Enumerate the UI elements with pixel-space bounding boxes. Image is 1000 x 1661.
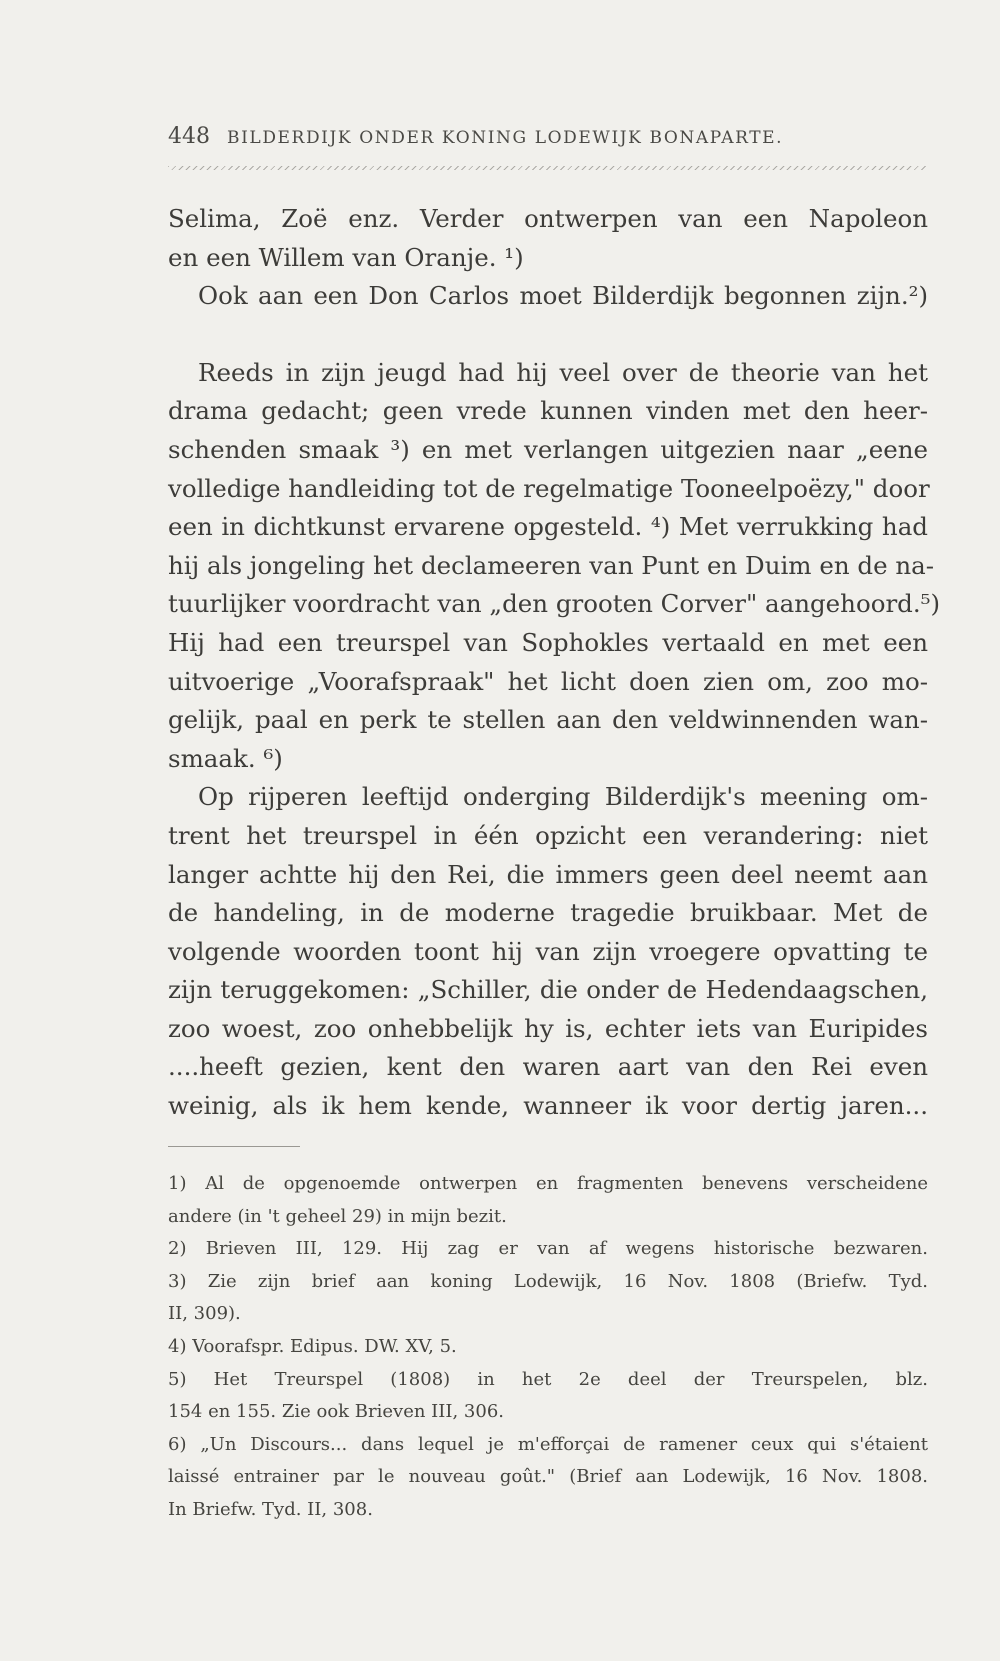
footnote-line: 1) Al de opgenoemde ontwerpen en fragmenten benevens verscheidene xyxy=(168,1173,928,1194)
footnote-rule xyxy=(168,1146,300,1147)
running-head xyxy=(168,124,928,149)
body-line: weinig, als ik hem kende, wanneer ik voor dertig jaren... xyxy=(168,1091,928,1121)
body-line: Hij had een treurspel van Sophokles vertaald en met een xyxy=(168,627,928,657)
body-line: en een Willem van Oranje. ¹) xyxy=(168,242,524,272)
header-rule xyxy=(168,166,928,170)
body-line: volgende woorden toont hij van zijn vroegere opvatting te xyxy=(168,936,928,966)
footnote-line: laissé entrainer par le nouveau goût." (Brief aan Lodewijk, 16 Nov. 1808. xyxy=(168,1466,928,1488)
running-title: BILDERDIJK ONDER KONING LODEWIJK BONAPARTE. xyxy=(227,128,784,148)
body-line: volledige handleiding tot de regelmatige Tooneelpoëzy," door xyxy=(168,473,930,503)
body-line: Ook aan een Don Carlos moet Bilderdijk begonnen zijn.²) xyxy=(198,281,928,311)
body-line: zijn teruggekomen: „Schiller, die onder de Hedendaagschen, xyxy=(168,975,928,1005)
footnote-line: 3) Zie zijn brief aan koning Lodewijk, 16 Nov. 1808 (Briefw. Tyd. xyxy=(168,1270,928,1292)
footnote-line: 2) Brieven III, 129. Hij zag er van af wegens historische bezwaren. xyxy=(168,1238,928,1260)
body-line: langer achtte hij den Rei, die immers geen deel neemt aan xyxy=(168,859,928,889)
page-number: 448 xyxy=(168,124,210,149)
body-line: uitvoerige „Voorafspraak" het licht doen zien om, zoo mo- xyxy=(168,666,928,696)
body-line: drama gedacht; geen vrede kunnen vinden met den heer- xyxy=(168,396,928,426)
footnotes xyxy=(168,1168,928,1527)
footnote-line: 6) „Un Discours... dans lequel je m'efforçai de ramener ceux qui s'étaient xyxy=(168,1433,928,1455)
body-line: een in dichtkunst ervarene opgesteld. ⁴) Met verrukking had xyxy=(168,512,928,542)
body-line: schenden smaak ³) en met verlangen uitgezien naar „eene xyxy=(168,434,928,464)
body-line: tuurlijker voordracht van „den grooten Corver" aangehoord.⁵) xyxy=(168,589,941,619)
body-line: de handeling, in de moderne tragedie bruikbaar. Met de xyxy=(168,898,928,928)
body-line: hij als jongeling het declameeren van Punt en Duim en de na- xyxy=(168,550,935,580)
body-line: zoo woest, zoo onhebbelijk hy is, echter iets van Euripides xyxy=(168,1013,928,1043)
body-line: gelijk, paal en perk te stellen aan den veldwinnenden wan- xyxy=(168,705,928,735)
body-line: trent het treurspel in één opzicht een verandering: niet xyxy=(168,820,928,850)
paragraph-gap xyxy=(168,316,928,354)
footnote-line: II, 309). xyxy=(168,1303,241,1325)
body-line: Selima, Zoë enz. Verder ontwerpen van een Napoleon xyxy=(168,204,928,233)
footnote-line: 4) Voorafspr. Edipus. DW. XV, 5. xyxy=(168,1335,457,1357)
body-text xyxy=(168,200,941,1126)
footnote-line: andere (in 't geheel 29) in mijn bezit. xyxy=(168,1205,507,1227)
body-line: Reeds in zijn jeugd had hij veel over de theorie van het xyxy=(198,357,928,387)
footnote-line: 5) Het Treurspel (1808) in het 2e deel der Treurspelen, blz. xyxy=(168,1368,928,1390)
footnote-line: 154 en 155. Zie ook Brieven III, 306. xyxy=(168,1401,505,1423)
footnote-line: In Briefw. Tyd. II, 308. xyxy=(168,1498,373,1520)
body-line: ....heeft gezien, kent den waren aart van den Rei even xyxy=(168,1052,928,1082)
body-line: Op rijperen leeftijd onderging Bilderdijk's meening om- xyxy=(198,782,928,812)
body-line: smaak. ⁶) xyxy=(168,743,283,773)
